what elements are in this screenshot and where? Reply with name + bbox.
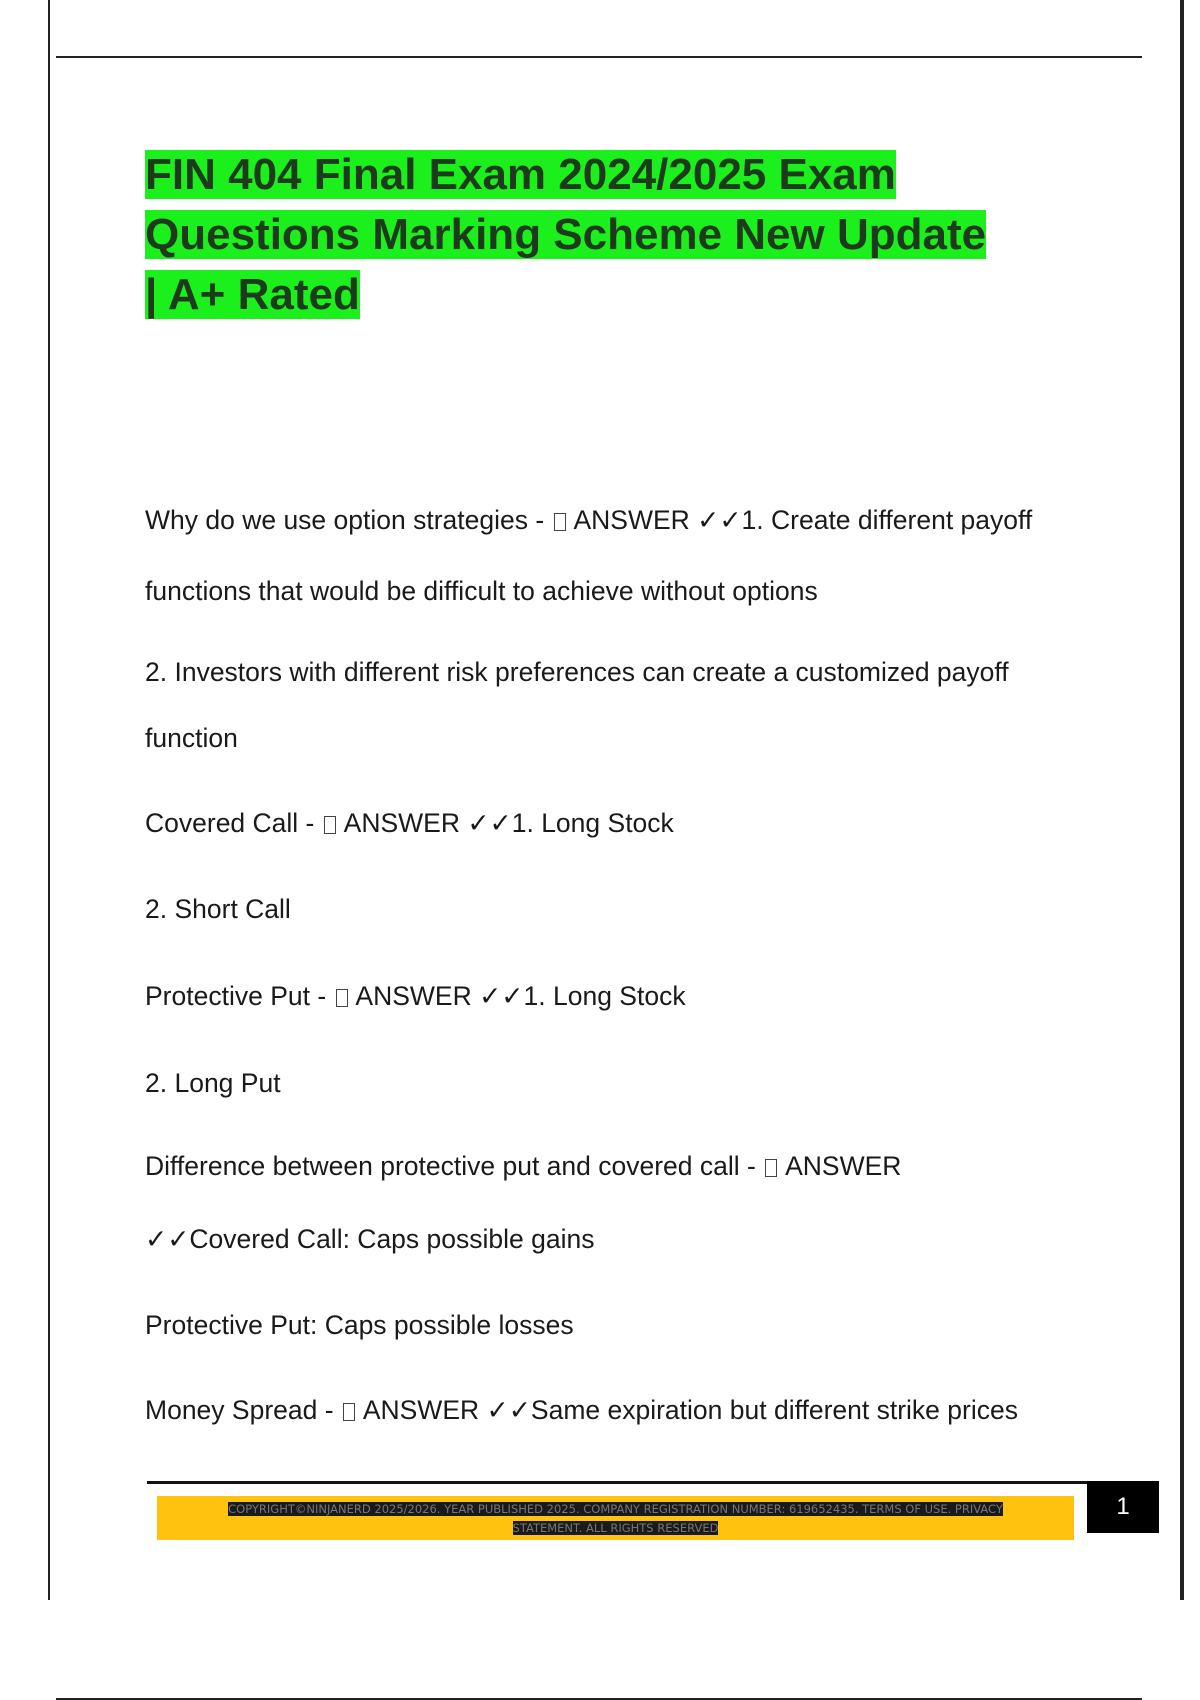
answer-marker: ANSWER ✓✓	[362, 1395, 531, 1425]
answer-line: Protective Put: Caps possible losses	[145, 1310, 574, 1340]
answer-text: 1. Create different payoff	[741, 505, 1033, 535]
answer-marker: ANSWER ✓✓	[343, 808, 512, 838]
answer-marker: ANSWER ✓✓	[573, 505, 742, 535]
answer-line: function	[145, 723, 238, 753]
missing-glyph-icon	[324, 816, 336, 834]
title-line-2: Questions Marking Scheme New Update	[145, 210, 987, 259]
question-text: Difference between protective put and covered call -	[145, 1151, 764, 1181]
question-difference	[145, 1150, 901, 1182]
answer-line: functions that would be difficult to achieve without options	[145, 576, 818, 606]
missing-glyph-icon	[336, 989, 348, 1007]
question-text: Why do we use option strategies -	[145, 505, 552, 535]
answer-marker: ANSWER	[785, 1151, 902, 1181]
page-number: 1	[1087, 1481, 1159, 1533]
missing-glyph-icon	[343, 1403, 355, 1421]
question-text: Protective Put -	[145, 981, 334, 1011]
question-protective-put	[145, 980, 686, 1012]
answer-marker: ANSWER ✓✓	[355, 981, 524, 1011]
question-text: Money Spread -	[145, 1395, 341, 1425]
document-title	[145, 145, 1105, 325]
missing-glyph-icon	[765, 1159, 777, 1177]
page-border-left	[48, 0, 50, 1600]
question-option-strategies	[145, 504, 1032, 536]
answer-line: 2. Short Call	[145, 894, 291, 924]
copyright-footer	[157, 1496, 1074, 1540]
answer-line: ✓✓Covered Call: Caps possible gains	[145, 1224, 595, 1254]
answer-line: 2. Investors with different risk preferences can create a customized payoff	[145, 657, 1009, 687]
header-rule	[56, 56, 1142, 58]
page-border-right	[1180, 0, 1184, 1600]
missing-glyph-icon	[554, 513, 566, 531]
footer-rule	[147, 1481, 1087, 1484]
answer-text: 1. Long Stock	[523, 981, 686, 1011]
answer-text: 1. Long Stock	[511, 808, 674, 838]
answer-text: Same expiration but different strike prices	[530, 1395, 1018, 1425]
copyright-line-2: STATEMENT. ALL RIGHTS RESERVED	[512, 1521, 719, 1535]
title-line-1: FIN 404 Final Exam 2024/2025 Exam	[145, 150, 896, 199]
question-covered-call	[145, 807, 674, 839]
title-line-3: | A+ Rated	[145, 270, 360, 319]
answer-line: 2. Long Put	[145, 1068, 281, 1098]
copyright-line-1: COPYRIGHT©NINJANERD 2025/2026. YEAR PUBLISHED 2025. COMPANY REGISTRATION NUMBER: 619652435. TERMS OF USE. PRIVACY	[228, 1502, 1003, 1516]
question-money-spread	[145, 1394, 1018, 1426]
question-text: Covered Call -	[145, 808, 322, 838]
